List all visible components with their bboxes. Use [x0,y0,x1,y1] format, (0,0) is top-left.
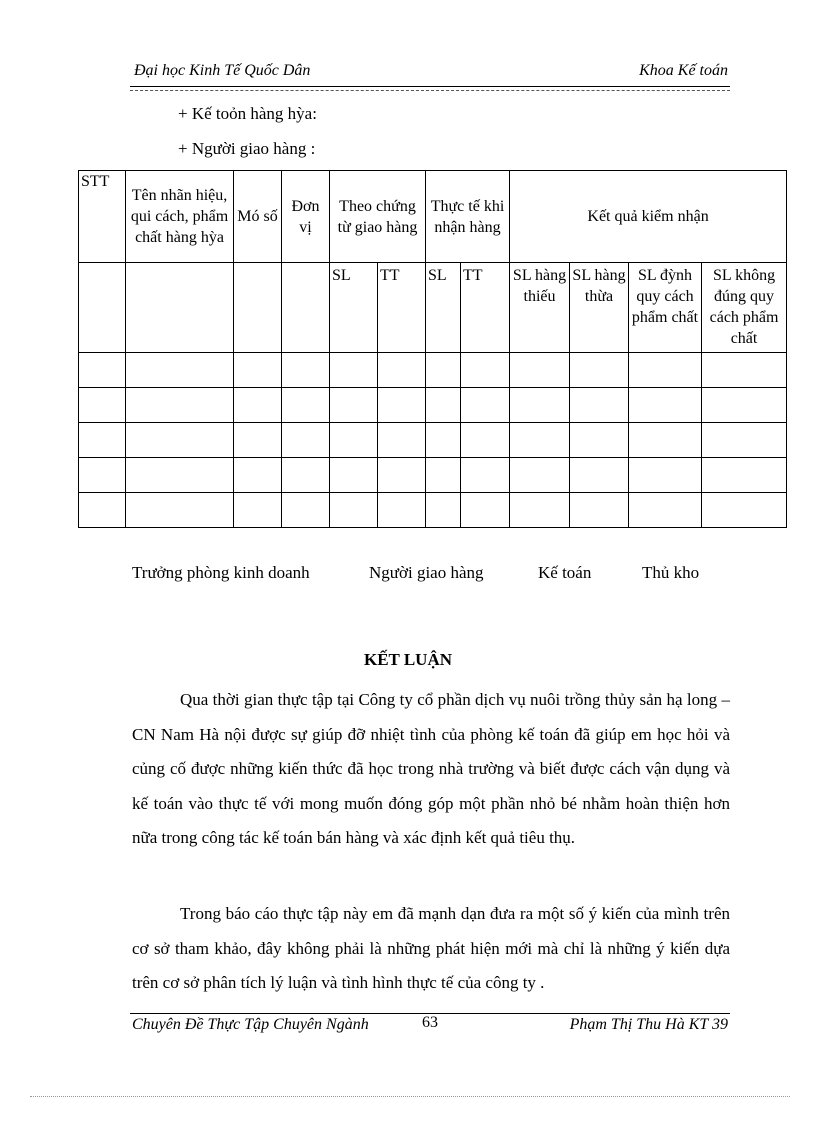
signature-accountant: Kế toán [538,563,592,582]
col-stt: STT [79,171,126,263]
col-name: Tên nhãn hiệu, qui cách, phẩm chất hàng hỳa [126,171,234,263]
table-row [79,388,787,423]
table-subheader-row [79,263,787,353]
sub-tt-actual: TT [461,263,510,353]
footer-report-title: Chuyên Đề Thực Tập Chuyên Ngành [132,1016,369,1033]
signature-deliverer: Người giao hàng [369,563,484,582]
intro-accountant: + Kế toỏn hàng hỳa: [178,104,317,123]
intro-deliverer: + Người giao hàng : [178,139,316,158]
header-faculty: Khoa Kế toán [639,62,728,79]
signature-storekeeper: Thủ kho [642,563,700,582]
signature-sales-head: Trưởng phòng kinh doanh [132,563,310,582]
table-row [79,353,787,388]
table-row [79,493,787,528]
page-number: 63 [422,1014,438,1031]
col-actual: Thực tế khi nhận hàng [426,171,510,263]
page-bottom-edge [30,1096,790,1097]
header-divider [130,86,730,91]
table-header-row [79,171,787,263]
sub-sl-actual: SL [426,263,461,353]
inspection-table [78,170,787,528]
conclusion-title: KẾT LUẬN [363,650,452,669]
conclusion-paragraph-1 [132,683,730,856]
sub-excess: SL hàng thừa [570,263,629,353]
table-row [79,423,787,458]
header-university: Đại học Kinh Tế Quốc Dân [134,62,311,79]
sub-tt-doc: TT [378,263,426,353]
conclusion-paragraph-2 [132,897,730,1001]
sub-spec: SL đỳnh quy cách phẩm chất [629,263,702,353]
col-code: Mó số [234,171,282,263]
paragraph-text: Qua thời gian thực tập tại Công ty cổ phần dịch vụ nuôi trồng thủy sản hạ long – CN Nam Hà nội được sự giúp đỡ nhiệt tình của phòng kế toán đã giúp em học hỏi và củng cố được những kiến thức đã học trong nhà trường và biết được cách vận dụng và kế toán vào thực tế với mong muốn đóng góp một phần nhỏ bé nhằm hoàn thiện hơn nữa trong công tác kế toán bán hàng và xác định kết quả tiêu thụ. [132,690,730,847]
col-result: Kết quả kiểm nhận [510,171,787,263]
table-row [79,458,787,493]
paragraph-text: Trong báo cáo thực tập này em đã mạnh dạn đưa ra một số ý kiến của mình trên cơ sở tham khảo, đây không phải là những phát hiện mới mà chỉ là những ý kiến dựa trên cơ sở phân tích lý luận và tình hình thực tế của công ty . [132,904,730,992]
sub-nonspec: SL không đúng quy cách phẩm chất [702,263,787,353]
sub-sl-doc: SL [330,263,378,353]
footer-author: Phạm Thị Thu Hà KT 39 [569,1016,728,1033]
col-doc: Theo chứng từ giao hàng [330,171,426,263]
sub-short: SL hàng thiếu [510,263,570,353]
col-unit: Đơn vị [282,171,330,263]
